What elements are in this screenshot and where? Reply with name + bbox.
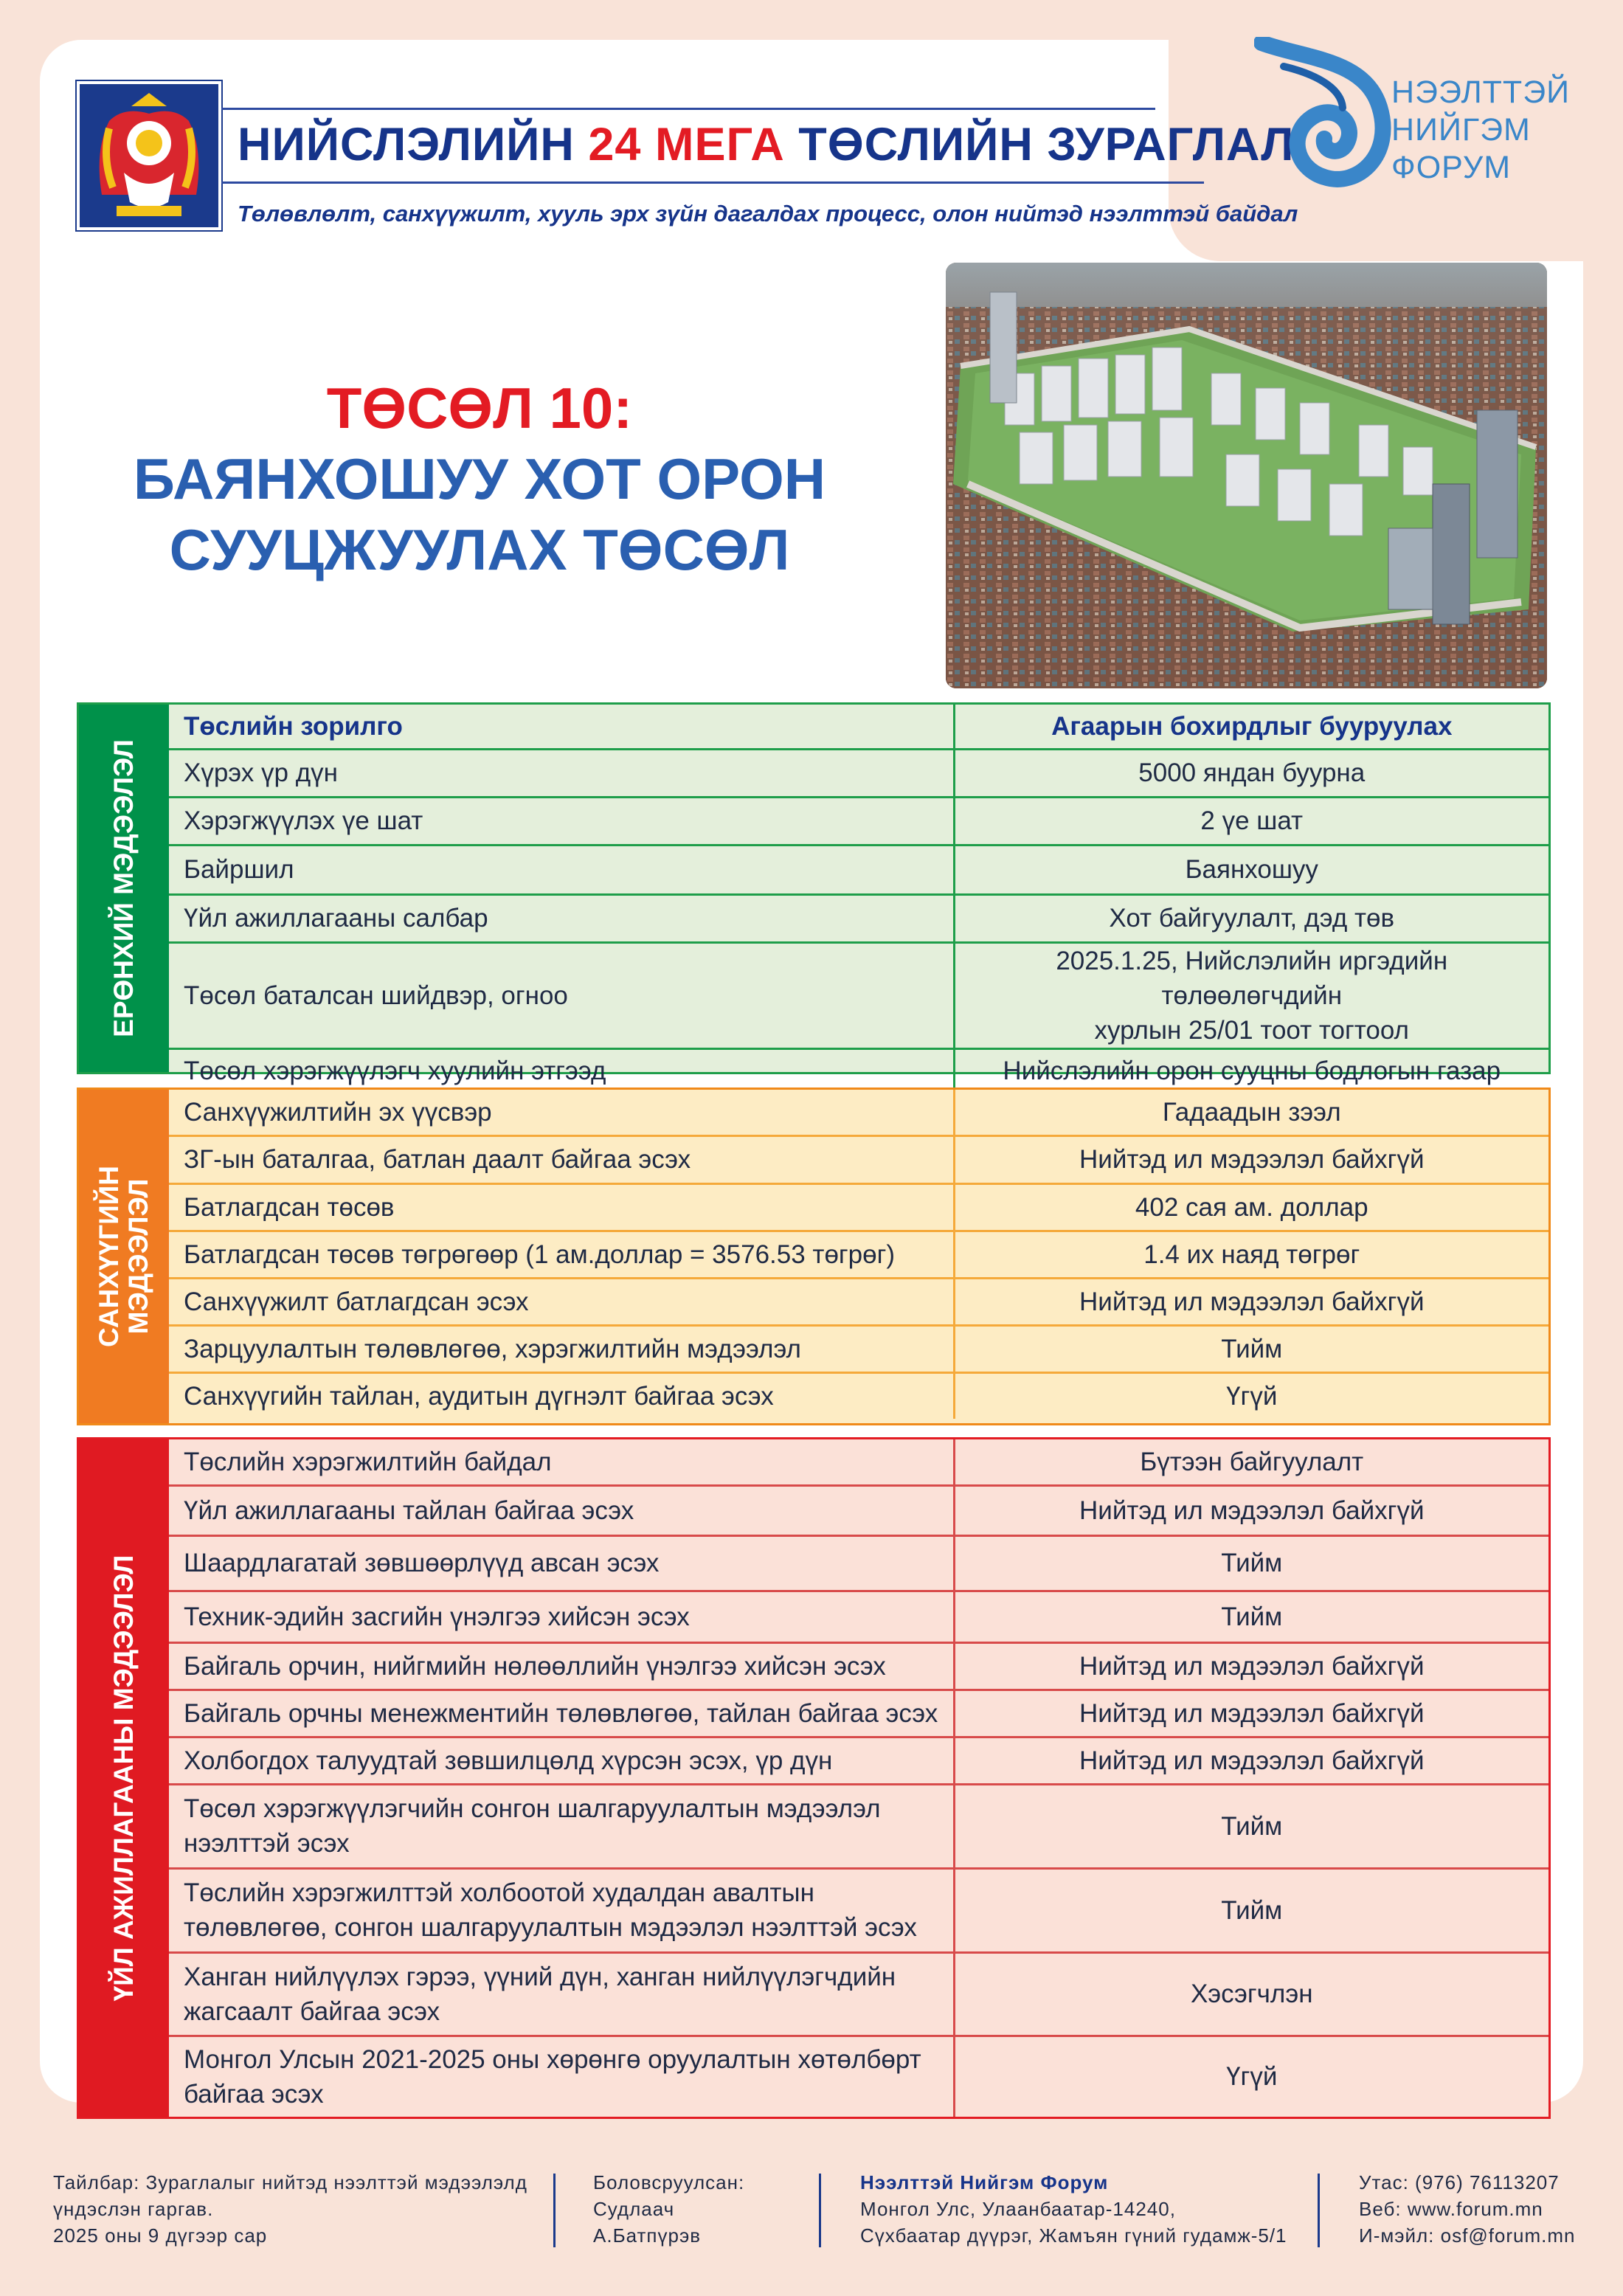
table-row [169, 845, 1548, 894]
row-value: Тийм [954, 1784, 1548, 1868]
table-row [169, 894, 1548, 942]
row-value: Нийтэд ил мэдээлэл байхгүй [954, 1737, 1548, 1784]
table-header-value: Агаарын бохирдлыг бууруулах [1051, 711, 1453, 741]
table-row [169, 1485, 1548, 1535]
operations-info-section [77, 1437, 1551, 2119]
table-row [169, 1231, 1548, 1278]
row-value: Тийм [954, 1868, 1548, 1952]
table-row [169, 705, 1548, 749]
footer-divider [819, 2174, 821, 2247]
finance-section-label: САНХҮҮГИЙН МЭДЭЭЛЭЛ [94, 1166, 153, 1347]
footer-contacts [1359, 2169, 1576, 2249]
page-subtitle: Төлөвлөлт, санхүүжилт, хууль эрх зүйн дагалдах процесс, олон нийтэд нээлттэй байдал [238, 201, 1298, 227]
row-value: Нийтэд ил мэдээлэл байхгүй [954, 1642, 1548, 1690]
row-key: Батлагдсан төсөв төгрөгөөр (1 ам.доллар = 3576.53 төгрөг) [169, 1231, 954, 1278]
row-key: Төсөл хэрэгжүүлэгчийн сонгон шалгаруулалтын мэдээлэл нээлттэй эсэх [169, 1784, 954, 1868]
table-row [169, 2036, 1548, 2117]
row-value: Нийтэд ил мэдээлэл байхгүй [954, 1485, 1548, 1535]
table-row [169, 1183, 1548, 1231]
footer-note: Тайлбар: Зураглалыг нийтэд нээлттэй мэдээлэлд үндэслэн гаргав. 2025 оны 9 дүгээр сар [53, 2171, 527, 2247]
footer-divider [1318, 2174, 1320, 2247]
table-row [169, 1535, 1548, 1591]
row-key: Үйл ажиллагааны салбар [169, 894, 954, 942]
project-name-line2: СУУЦЖУУЛАХ ТӨСӨЛ [169, 517, 790, 582]
table-row [169, 749, 1548, 797]
row-value: Нийтэд ил мэдээлэл байхгүй [954, 1690, 1548, 1737]
row-key: Байгаль орчин, нийгмийн нөлөөллийн үнэлгээ хийсэн эсэх [169, 1642, 954, 1690]
footer-phone: Утас: (976) 76113207 [1359, 2171, 1560, 2193]
table-row [169, 942, 1548, 1048]
general-info-table [169, 705, 1548, 1093]
general-section-label: ЕРӨНХИЙ МЭДЭЭЛЭЛ [108, 739, 139, 1037]
forum-logo-icon [1254, 37, 1402, 199]
table-row [169, 1278, 1548, 1325]
table-row [169, 1642, 1548, 1690]
row-key: Төсөл хэрэгжүүлэгч хуулийн этгээд [169, 1048, 954, 1093]
footer-email-link[interactable]: И-мэйл: osf@forum.mn [1359, 2224, 1576, 2247]
footer-prepared-by: Боловсруулсан: Судлаач А.Батпүрэв [593, 2171, 745, 2247]
footer-web-link[interactable]: Веб: www.forum.mn [1359, 2198, 1543, 2220]
table-row [169, 1952, 1548, 2036]
row-value: Тийм [954, 1325, 1548, 1372]
row-value: 1.4 их наяд төгрөг [954, 1231, 1548, 1278]
row-key: Хүрэх үр дүн [169, 749, 954, 797]
table-row [169, 1868, 1548, 1952]
row-value: 2 үе шат [954, 797, 1548, 845]
table-row [169, 1090, 1548, 1135]
row-key: Хэрэгжүүлэх үе шат [169, 797, 954, 845]
row-value: Баянхошуу [954, 845, 1548, 894]
forum-logo-text: НЭЭЛТТЭЙ НИЙГЭМ ФОРУМ [1391, 75, 1571, 185]
finance-info-table [169, 1090, 1548, 1419]
footer-organization: Нээлттэй Нийгэм Форум Монгол Улс, Улаанбаатар-14240, Сүхбаатар дүүрэг, Жамъян гүний гудамж-5/1 [860, 2171, 1287, 2247]
table-row [169, 1135, 1548, 1183]
row-key: Холбогдох талуудтай зөвшилцөлд хүрсэн эсэх, үр дүн [169, 1737, 954, 1784]
row-value: Нийслэлийн орон сууцны бодлогын газар [954, 1048, 1548, 1093]
row-value: Тийм [954, 1591, 1548, 1642]
row-key: Техник-эдийн засгийн үнэлгээ хийсэн эсэх [169, 1591, 954, 1642]
row-value: Нийтэд ил мэдээлэл байхгүй [954, 1278, 1548, 1325]
header-rule-bottom [221, 181, 1204, 184]
general-section-label-bar [79, 705, 169, 1072]
row-key: Монгол Улсын 2021-2025 оны хөрөнгө оруулалтын хөтөлбөрт байгаа эсэх [169, 2036, 954, 2117]
row-key: Санхүүжилт батлагдсан эсэх [169, 1278, 954, 1325]
row-key: Ханган нийлүүлэх гэрээ, үүний дүн, ханган нийлүүлэгчдийн жагсаалт байгаа эсэх [169, 1952, 954, 2036]
footer-org-name: Нээлттэй Нийгэм Форум [860, 2171, 1109, 2193]
row-key: Төслийн хэрэгжилттэй холбоотой худалдан авалтын төлөвлөгөө, сонгон шалгаруулалтын мэдээлэл нээлттэй эсэх [169, 1868, 954, 1952]
row-value: Үгүй [954, 2036, 1548, 2117]
project-number: ТӨСӨЛ 10: [326, 376, 633, 440]
project-name-line1: БАЯНХОШУУ ХОТ ОРОН [133, 446, 826, 511]
row-key: ЗГ-ын баталгаа, батлан даалт байгаа эсэх [169, 1135, 954, 1183]
table-row [169, 1372, 1548, 1419]
table-row [169, 1325, 1548, 1372]
row-value: Гадаадын зээл [1162, 1097, 1341, 1127]
row-key: Батлагдсан төсөв [169, 1183, 954, 1231]
table-row [169, 1048, 1548, 1093]
title-highlight: 24 МЕГА [588, 119, 785, 170]
page-title: НИЙСЛЭЛИЙН 24 МЕГА ТӨСЛИЙН ЗУРАГЛАЛ [238, 119, 1295, 170]
row-value: 5000 яндан буурна [954, 749, 1548, 797]
row-key: Үйл ажиллагааны тайлан байгаа эсэх [169, 1485, 954, 1535]
row-key: Төсөл баталсан шийдвэр, огноо [169, 942, 954, 1048]
table-row [169, 1690, 1548, 1737]
table-row [169, 1784, 1548, 1868]
capital-city-emblem [77, 81, 221, 230]
row-key: Байршил [169, 845, 954, 894]
operations-section-label: ҮЙЛ АЖИЛЛАГААНЫ МЭДЭЭЛЭЛ [108, 1555, 139, 2002]
table-row [169, 1591, 1548, 1642]
row-value: Хот байгуулалт, дэд төв [954, 894, 1548, 942]
table-row [169, 1439, 1548, 1485]
table-header-key: Төслийн зорилго [169, 705, 954, 749]
row-key: Санхүүгийн тайлан, аудитын дүгнэлт байгаа эсэх [169, 1372, 954, 1419]
row-value: 2025.1.25, Нийслэлийн иргэдийн төлөөлөгчдийн хурлын 25/01 тоот тогтоол [954, 942, 1548, 1048]
table-row [169, 1737, 1548, 1784]
row-value: 402 сая ам. доллар [954, 1183, 1548, 1231]
row-key: Төслийн хэрэгжилтийн байдал [169, 1439, 954, 1485]
row-key: Санхүүжилтийн эх үүсвэр [169, 1090, 954, 1135]
row-value: Үгүй [954, 1372, 1548, 1419]
project-aerial-image [946, 263, 1547, 688]
row-value: Хэсэгчлэн [954, 1952, 1548, 2036]
row-value: Бүтээн байгуулалт [1140, 1447, 1364, 1476]
header-rule-top [221, 108, 1155, 110]
general-info-section [77, 702, 1551, 1086]
operations-info-table [169, 1439, 1548, 2117]
finance-info-section [77, 1088, 1551, 1425]
row-value: Тийм [954, 1535, 1548, 1591]
row-value: Нийтэд ил мэдээлэл байхгүй [954, 1135, 1548, 1183]
row-key: Зарцуулалтын төлөвлөгөө, хэрэгжилтийн мэдээлэл [169, 1325, 954, 1372]
row-key: Шаардлагатай зөвшөөрлүүд авсан эсэх [169, 1535, 954, 1591]
operations-section-label-bar [79, 1439, 169, 2117]
finance-section-label-bar [79, 1090, 169, 1423]
footer-divider [553, 2174, 556, 2247]
row-key: Байгаль орчны менежментийн төлөвлөгөө, тайлан байгаа эсэх [169, 1690, 954, 1737]
table-row [169, 797, 1548, 845]
